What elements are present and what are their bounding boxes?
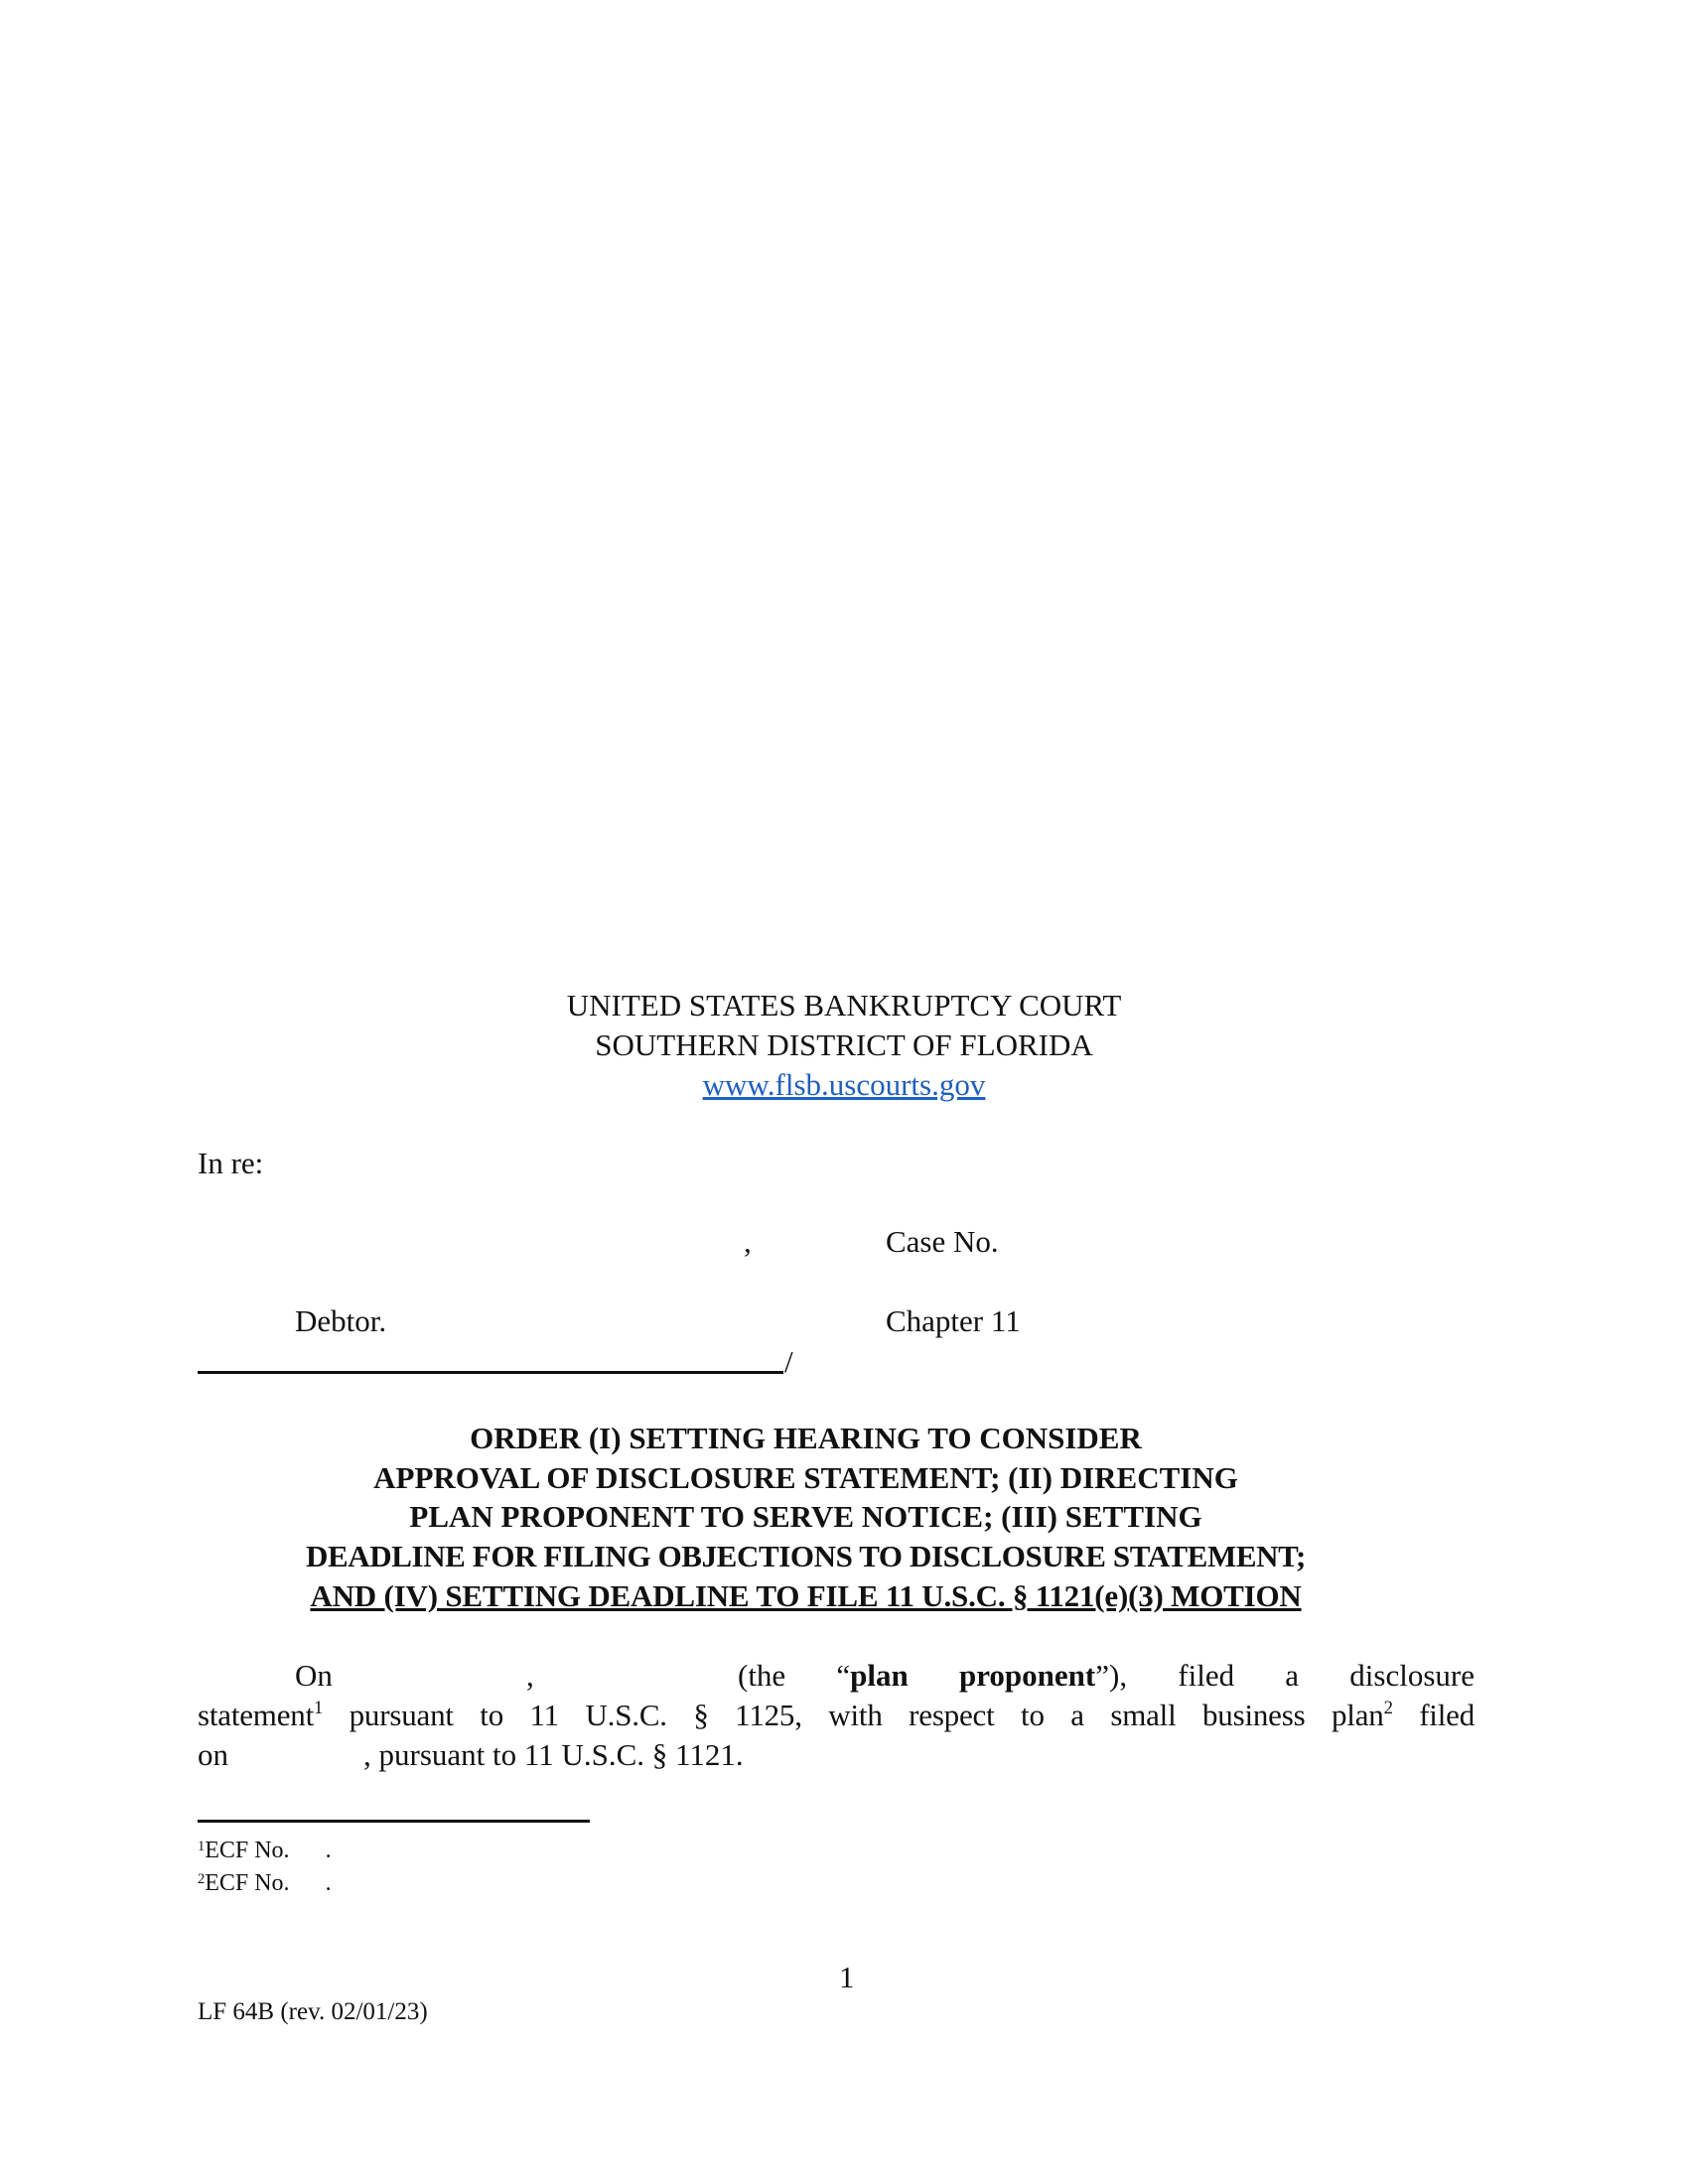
para-line-3-on: on: [198, 1737, 228, 1772]
court-website-link[interactable]: www.flsb.uscourts.gov: [702, 1067, 986, 1102]
caption-slash: /: [784, 1344, 793, 1379]
title-line-2: APPROVAL OF DISCLOSURE STATEMENT; (II) DIRECTING: [373, 1460, 1238, 1495]
title-line-4: DEADLINE FOR FILING OBJECTIONS TO DISCLOSURE STATEMENT;: [306, 1539, 1306, 1573]
defined-term-plan-proponent: plan proponent: [850, 1658, 1096, 1693]
footnote-2: $^2$ECF No. .: [198, 1870, 332, 1896]
para-comma: ,: [526, 1658, 534, 1693]
chapter-label: Chapter 11: [886, 1303, 1021, 1338]
caption-rule: [198, 1371, 783, 1374]
case-number-label: Case No.: [886, 1224, 999, 1259]
page-number: 1: [839, 1960, 855, 1994]
para-line-3: , pursuant to 11 U.S.C. § 1121.: [363, 1737, 744, 1772]
district-name: SOUTHERN DISTRICT OF FLORIDA: [595, 1027, 1093, 1062]
debtor-name-comma: ,: [744, 1224, 752, 1259]
para-on: On: [295, 1658, 333, 1693]
title-line-1: ORDER (I) SETTING HEARING TO CONSIDER: [470, 1421, 1142, 1455]
court-name: UNITED STATES BANKRUPTCY COURT: [566, 988, 1122, 1023]
title-line-3: PLAN PROPONENT TO SERVE NOTICE; (III) SETTING: [409, 1499, 1202, 1534]
in-re-label: In re:: [198, 1146, 264, 1180]
footnote-1: $^1$ECF No. .: [198, 1838, 332, 1863]
title-line-5: AND (IV) SETTING DEADLINE TO FILE 11 U.S.C. § 1121(e)(3) MOTION: [310, 1578, 1302, 1613]
footnote-ref-2[interactable]: 2: [1383, 1698, 1393, 1718]
para-line-2: statement$^1$ pursuant to 11 U.S.C. § 1125, with respect to a small business plan$^2$ filed: [198, 1698, 1475, 1732]
footnote-ref-1[interactable]: 1: [314, 1698, 324, 1718]
form-identifier: LF 64B (rev. 02/01/23): [198, 1998, 428, 2025]
para-line-1: (the “plan proponent”), filed a disclosure: [738, 1658, 1475, 1693]
debtor-label: Debtor.: [295, 1303, 387, 1338]
footnote-rule: [198, 1820, 590, 1823]
